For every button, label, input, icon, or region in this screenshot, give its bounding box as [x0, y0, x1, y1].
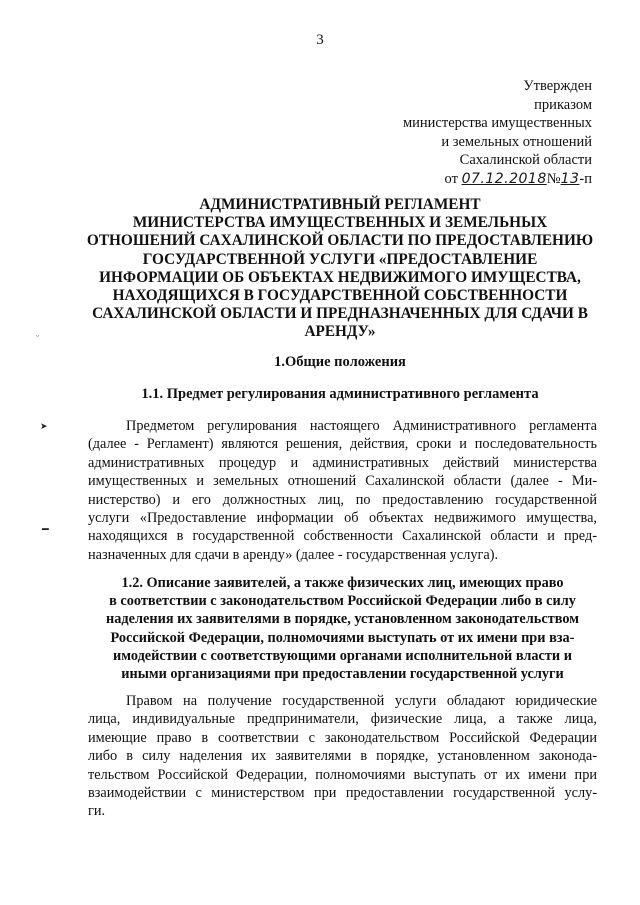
page-number: 3 — [316, 32, 324, 48]
title-line: ОТНОШЕНИЙ САХАЛИНСКОЙ ОБЛАСТИ ПО ПРЕДОСТАВЛЕНИЮ — [86, 232, 594, 250]
paragraph-line: либо в силу наделения их заявителями в порядке, установленном законода- — [88, 748, 597, 765]
subsection-line: иными организациями при предоставлении государственной услуги — [121, 666, 564, 683]
margin-mark: ➤ — [40, 422, 48, 432]
title-line: АРЕНДУ» — [304, 323, 376, 341]
paragraph-line: (далее - Регламент) являются решения, действия, сроки и последовательность — [88, 436, 597, 453]
paragraph-line: тельством Российской Федерации, полномочиями выступать от их имени при — [88, 766, 597, 783]
date-prefix: от — [444, 170, 458, 187]
paragraph-line: нистерство) и его должностных лиц, по предоставлению государственной — [88, 491, 597, 508]
document-title — [80, 196, 600, 342]
title-line: САХАЛИНСКОЙ ОБЛАСТИ И ПРЕДНАЗНАЧЕННЫХ ДЛЯ СДАЧИ В — [92, 305, 588, 323]
paragraph-subject — [88, 417, 597, 564]
approval-line: Утвержден — [523, 78, 592, 94]
subsection-line: в соответствии с законодательством Российской Федерации либо в силу — [109, 593, 576, 610]
number-suffix: -п — [579, 170, 592, 187]
paragraph-line: ги. — [88, 803, 106, 820]
paragraph-line: лица, индивидуальные предприниматели, физические лица, а также лица, — [88, 711, 597, 728]
margin-mark: ᵕ — [36, 332, 40, 341]
subsection-line: 1.2. Описание заявителей, а также физических лиц, имеющих право — [121, 575, 564, 591]
title-line: НАХОДЯЩИХСЯ В ГОСУДАРСТВЕННОЙ СОБСТВЕННОСТИ — [112, 287, 568, 305]
number-prefix: № — [546, 170, 561, 187]
subsection-line: наделения их заявителями в порядке, установленном законодательством — [106, 611, 579, 628]
title-line: ГОСУДАРСТВЕННОЙ УСЛУГИ «ПРЕДОСТАВЛЕНИЕ — [142, 250, 538, 268]
title-line: АДМИНИСТРАТИВНЫЙ РЕГЛАМЕНТ — [199, 196, 481, 213]
approval-line: Сахалинской области — [459, 152, 592, 168]
approval-line: приказом — [534, 96, 592, 113]
paragraph-line: назначенных для сдачи в аренду» (далее - государственная услуга). — [88, 546, 499, 563]
margin-mark: ━ — [42, 523, 48, 536]
approval-line: министерства имущественных — [402, 115, 592, 131]
paragraph-applicants — [88, 692, 597, 821]
subsection-line: имодействии с соответствующими органами исполнительной власти и — [113, 647, 572, 664]
paragraph-line: административных процедур и административных действий министерства — [88, 454, 597, 471]
paragraph-line: услуги «Предоставление информации об объектах недвижимого имущества, — [88, 510, 597, 527]
section-heading: 1.Общие положения — [274, 354, 406, 370]
paragraph-line: имеющие право в соответствии с законодательством Российской Федерации — [88, 729, 597, 746]
paragraph-line: взаимодействии с министерством при предоставлении государственной услу- — [88, 785, 597, 802]
paragraph-line: имущественных и земельных отношений Сахалинской области (далее - Ми- — [88, 473, 597, 490]
subsection-line: Российской Федерации, полномочиями выступать от их имени при вза- — [110, 629, 575, 646]
paragraph-line: Правом на получение государственной услуги обладают юридические — [126, 693, 597, 709]
subsection-heading-applicants — [88, 574, 597, 683]
title-line: ИНФОРМАЦИИ ОБ ОБЪЕКТАХ НЕДВИЖИМОГО ИМУЩЕСТВА, — [99, 268, 581, 286]
paragraph-line: находящихся в государственной собственности Сахалинской области и пред- — [88, 528, 597, 545]
approval-stamp-block — [403, 77, 592, 188]
subsection-heading: 1.1. Предмет регулирования административного регламента — [141, 386, 539, 402]
handwritten-date: 07.12.2018 — [461, 170, 547, 187]
title-line: МИНИСТЕРСТВА ИМУЩЕСТВЕННЫХ И ЗЕМЕЛЬНЫХ — [132, 214, 548, 232]
approval-line: и земельных отношений — [441, 133, 592, 150]
handwritten-number: 13 — [560, 170, 580, 187]
paragraph-line: Предметом регулирования настоящего Административного регламента — [126, 418, 597, 434]
approval-date-line — [403, 170, 592, 189]
